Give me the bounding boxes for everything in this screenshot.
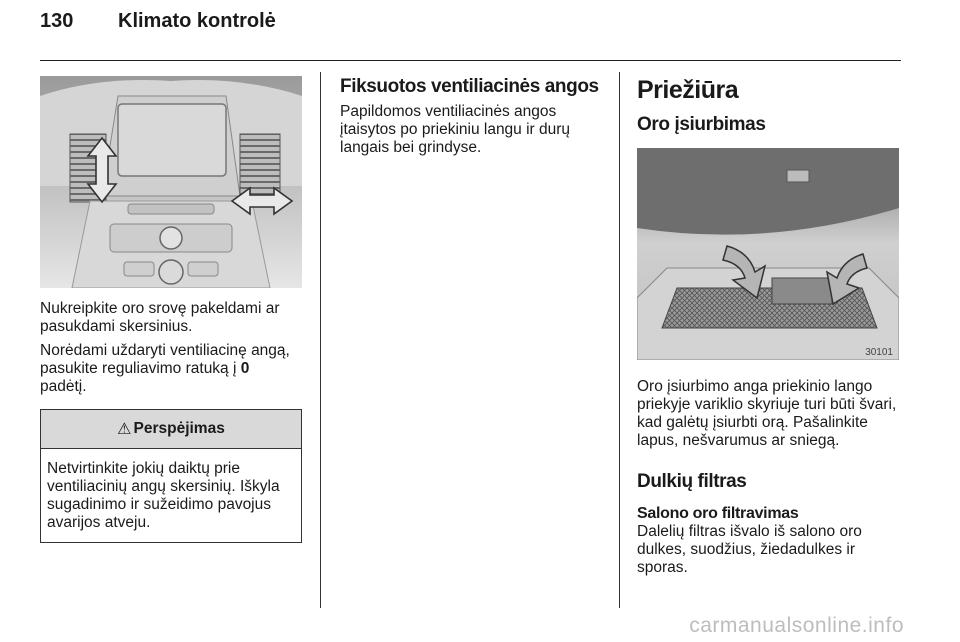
warning-box — [40, 409, 302, 543]
page-number: 130 — [40, 10, 74, 32]
warning-text: Netvirtinkite jokių daiktų prie ventiliacinių angų skersinių. Iškyla sugadinimo ir sužeidimo pavojus avarijos atveju. — [47, 460, 280, 531]
column-divider-2 — [619, 72, 620, 608]
cabin-filtration-heading: Salono oro filtravimas — [637, 505, 799, 522]
figure-code: 30101 — [865, 347, 893, 358]
dust-filter-heading: Dulkių filtras — [637, 471, 747, 492]
fixed-vents-text: Papildomos ventiliacinės angos įtaisytos po priekiniu langu ir durų langais bei grindyse. — [340, 103, 571, 156]
watermark: carmanualsonline.info — [689, 614, 904, 637]
vent-close-text: Norėdami uždaryti ventiliacinę angą, pasukite reguliavimo ratuką į 0 padėtį. — [40, 342, 290, 395]
warning-triangle-icon: ⚠ — [117, 421, 132, 438]
zero-position-symbol: 0 — [240, 360, 250, 377]
cabin-filtration-text: Dalelių filtras išvalo iš salono oro dulkes, suodžius, žiedadulkes ir sporas. — [637, 523, 862, 576]
warning-header — [41, 410, 301, 449]
column-left — [40, 76, 302, 543]
fixed-vents-heading: Fiksuotos ventiliacinės angos — [340, 76, 599, 97]
vent-figure — [40, 76, 302, 288]
chapter-title: Klimato kontrolė — [118, 10, 276, 32]
vent-direction-text: Nukreipkite oro srovę pakeldami ar pasukdami skersinius. — [40, 300, 280, 335]
warning-title: Perspėjimas — [133, 420, 225, 437]
column-middle — [340, 76, 602, 157]
header-rule — [40, 60, 901, 61]
column-divider-1 — [320, 72, 321, 608]
maintenance-heading: Priežiūra — [637, 76, 739, 104]
air-intake-text: Oro įsiurbimo anga priekinio lango priekyje variklio skyriuje turi būti švari, kad galėtų įsiurbti orą. Pašalinkite lapus, nešvarumus ar sniegą. — [637, 378, 897, 449]
column-right — [637, 76, 901, 577]
air-intake-heading: Oro įsiurbimas — [637, 114, 766, 135]
air-intake-figure — [637, 148, 899, 360]
